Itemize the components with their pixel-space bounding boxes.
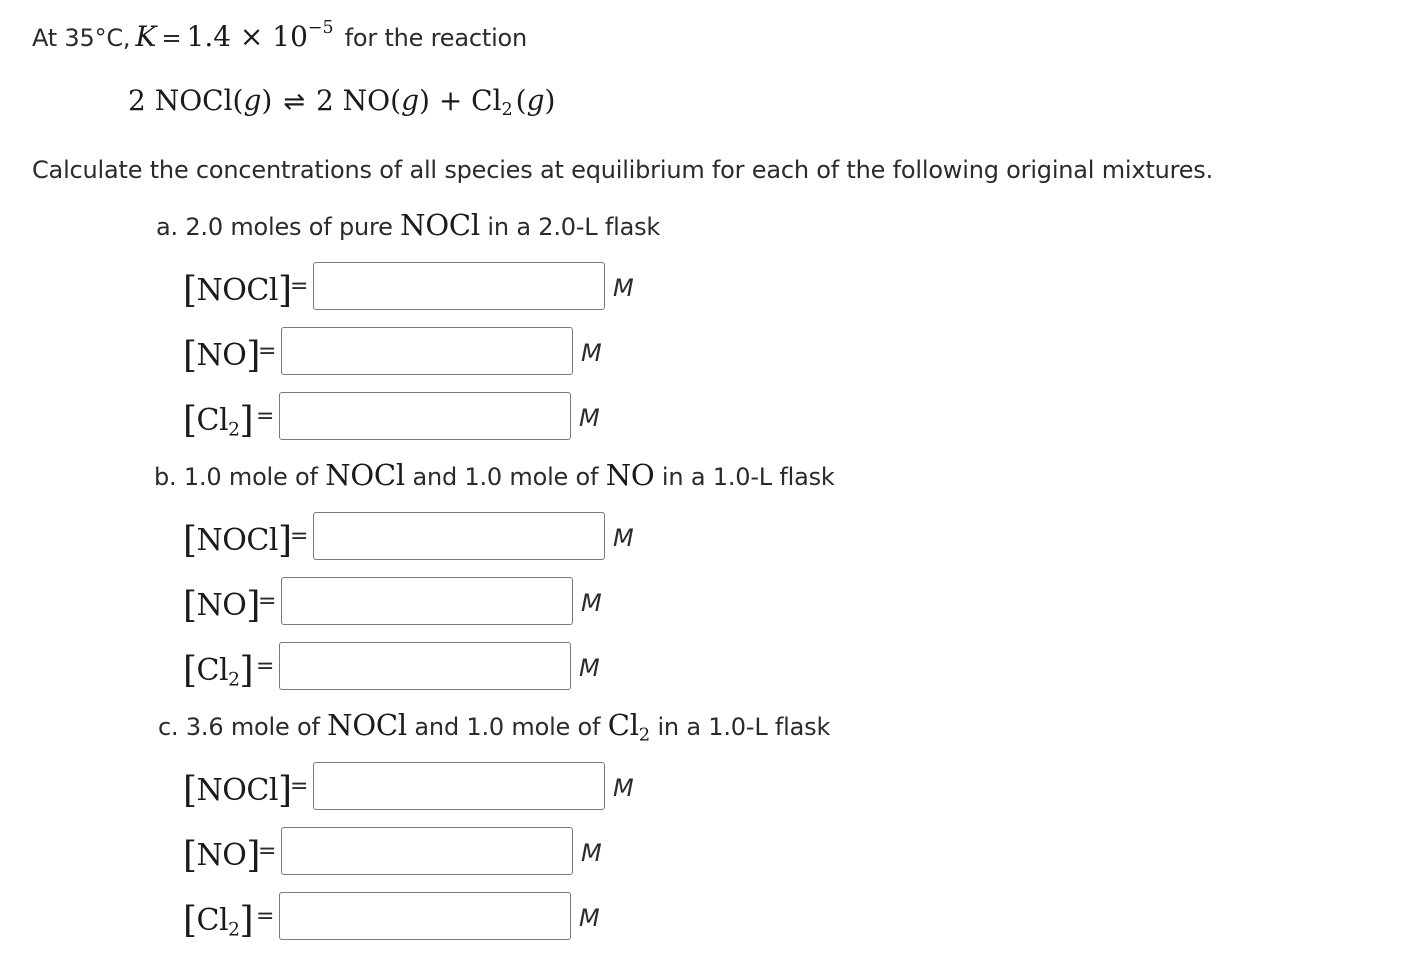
part-b-species-2: NO xyxy=(605,458,655,492)
molarity-unit: M xyxy=(613,524,634,552)
close-bracket: ] xyxy=(246,835,260,876)
k-equals: = xyxy=(161,24,182,52)
part-a-cl2-input[interactable] xyxy=(279,392,571,440)
molarity-unit: M xyxy=(581,339,602,367)
molarity-unit: M xyxy=(579,404,600,432)
part-c-cl2-row xyxy=(0,892,700,942)
part-c-nocl-input[interactable] xyxy=(313,762,605,810)
part-b-mid: and 1.0 mole of xyxy=(412,463,599,491)
part-b-nocl-input[interactable] xyxy=(313,512,605,560)
equals-sign: = xyxy=(258,339,277,364)
k-mantissa: 1.4 × 10 xyxy=(186,20,308,53)
part-a-prefix: a. 2.0 moles of pure xyxy=(156,213,393,241)
cl-subscript: 2 xyxy=(228,919,240,941)
close-bracket: ] xyxy=(277,520,292,561)
open-bracket: [ xyxy=(183,400,197,441)
part-c-no-row xyxy=(0,827,700,877)
cl-text: Cl xyxy=(196,403,229,438)
reaction-cl-subscript: 2 xyxy=(501,100,513,121)
part-c-mid: and 1.0 mole of xyxy=(414,713,601,741)
equals-sign: = xyxy=(256,904,275,929)
part-c-prefix: c. 3.6 mole of xyxy=(158,713,320,741)
part-c-species-2-subscript: 2 xyxy=(638,724,651,746)
part-c-species-2-text: Cl xyxy=(607,708,639,742)
part-a-no-row xyxy=(0,327,700,377)
no-label xyxy=(183,833,260,874)
cl-subscript: 2 xyxy=(228,669,240,691)
part-b-suffix: in a 1.0-L flask xyxy=(661,463,835,491)
no-text: NO xyxy=(196,338,247,373)
part-c-species-1: NOCl xyxy=(327,708,407,742)
part-a-label xyxy=(156,208,660,242)
part-b-nocl-row xyxy=(0,512,700,562)
cl2-label xyxy=(183,648,253,689)
part-a-nocl-row xyxy=(0,262,700,312)
part-a-nocl-input[interactable] xyxy=(313,262,605,310)
close-bracket: ] xyxy=(246,335,260,376)
no-text: NO xyxy=(196,588,247,623)
k-symbol: K xyxy=(135,20,157,53)
reaction-close-3: ) xyxy=(544,84,556,117)
part-c-species-2 xyxy=(607,708,651,746)
part-b-no-input[interactable] xyxy=(281,577,573,625)
part-b-prefix: b. 1.0 mole of xyxy=(154,463,318,491)
open-bracket: [ xyxy=(183,335,197,376)
equals-sign: = xyxy=(290,274,309,299)
close-bracket: ] xyxy=(277,770,292,811)
reaction-rhs: 2 NO( xyxy=(315,84,402,117)
equals-sign: = xyxy=(290,524,309,549)
close-bracket: ] xyxy=(246,585,260,626)
part-a-cl2-row xyxy=(0,392,700,442)
instruction-text: Calculate the concentrations of all species at equilibrium for each of the following original mixtures. xyxy=(32,156,1214,184)
k-value xyxy=(186,17,334,53)
no-label xyxy=(183,583,260,624)
part-c-nocl-row xyxy=(0,762,700,812)
molarity-unit: M xyxy=(581,839,602,867)
cl-text: Cl xyxy=(196,903,229,938)
part-a-no-input[interactable] xyxy=(281,327,573,375)
part-c-suffix: in a 1.0-L flask xyxy=(657,713,831,741)
equals-sign: = xyxy=(256,404,275,429)
open-bracket: [ xyxy=(183,900,197,941)
equals-sign: = xyxy=(258,589,277,614)
open-bracket: [ xyxy=(183,585,197,626)
part-b-label xyxy=(154,458,835,492)
reaction-phase-3: g xyxy=(526,84,545,117)
part-b-cl2-row xyxy=(0,642,700,692)
reaction-plus-cl: ) + Cl xyxy=(419,84,502,117)
molarity-unit: M xyxy=(579,904,600,932)
reaction-phase-2: g xyxy=(401,84,419,117)
open-bracket: [ xyxy=(183,520,197,561)
nocl-label xyxy=(183,268,292,309)
no-label xyxy=(183,333,260,374)
open-bracket: [ xyxy=(183,835,197,876)
equilibrium-arrow-icon: ⇌ xyxy=(283,87,306,117)
nocl-text: NOCl xyxy=(196,273,278,308)
open-bracket: [ xyxy=(183,270,197,311)
nocl-text: NOCl xyxy=(196,773,278,808)
molarity-unit: M xyxy=(613,274,634,302)
nocl-label xyxy=(183,518,292,559)
close-bracket: ] xyxy=(239,650,253,691)
reaction-lhs: 2 NOCl( xyxy=(128,84,244,117)
equals-sign: = xyxy=(258,839,277,864)
equals-sign: = xyxy=(256,654,275,679)
open-bracket: [ xyxy=(183,650,197,691)
molarity-unit: M xyxy=(613,774,634,802)
close-bracket: ] xyxy=(239,900,253,941)
equals-sign: = xyxy=(290,774,309,799)
part-a-mid: in a 2.0-L flask xyxy=(487,213,661,241)
cl-text: Cl xyxy=(196,653,229,688)
reaction-close-1: ) xyxy=(261,84,273,117)
part-c-label xyxy=(158,708,831,746)
cl-subscript: 2 xyxy=(228,419,240,441)
close-bracket: ] xyxy=(277,270,292,311)
open-bracket: [ xyxy=(183,770,197,811)
cl2-label xyxy=(183,898,253,939)
nocl-text: NOCl xyxy=(196,523,278,558)
molarity-unit: M xyxy=(579,654,600,682)
nocl-label xyxy=(183,768,292,809)
reaction-equation xyxy=(128,84,556,121)
reaction-phase-1: g xyxy=(243,84,262,117)
close-bracket: ] xyxy=(239,400,253,441)
part-b-cl2-input[interactable] xyxy=(279,642,571,690)
part-c-no-input[interactable] xyxy=(281,827,573,875)
k-exponent: −5 xyxy=(307,17,334,38)
no-text: NO xyxy=(196,838,247,873)
part-b-no-row xyxy=(0,577,700,627)
molarity-unit: M xyxy=(581,589,602,617)
problem-intro xyxy=(32,17,528,53)
intro-prefix: At 35°C, xyxy=(32,24,131,52)
cl2-label xyxy=(183,398,253,439)
part-b-species-1: NOCl xyxy=(325,458,406,492)
intro-suffix: for the reaction xyxy=(344,24,528,52)
part-a-species-1: NOCl xyxy=(400,208,480,242)
part-c-cl2-input[interactable] xyxy=(279,892,571,940)
reaction-open-3: ( xyxy=(515,84,527,117)
